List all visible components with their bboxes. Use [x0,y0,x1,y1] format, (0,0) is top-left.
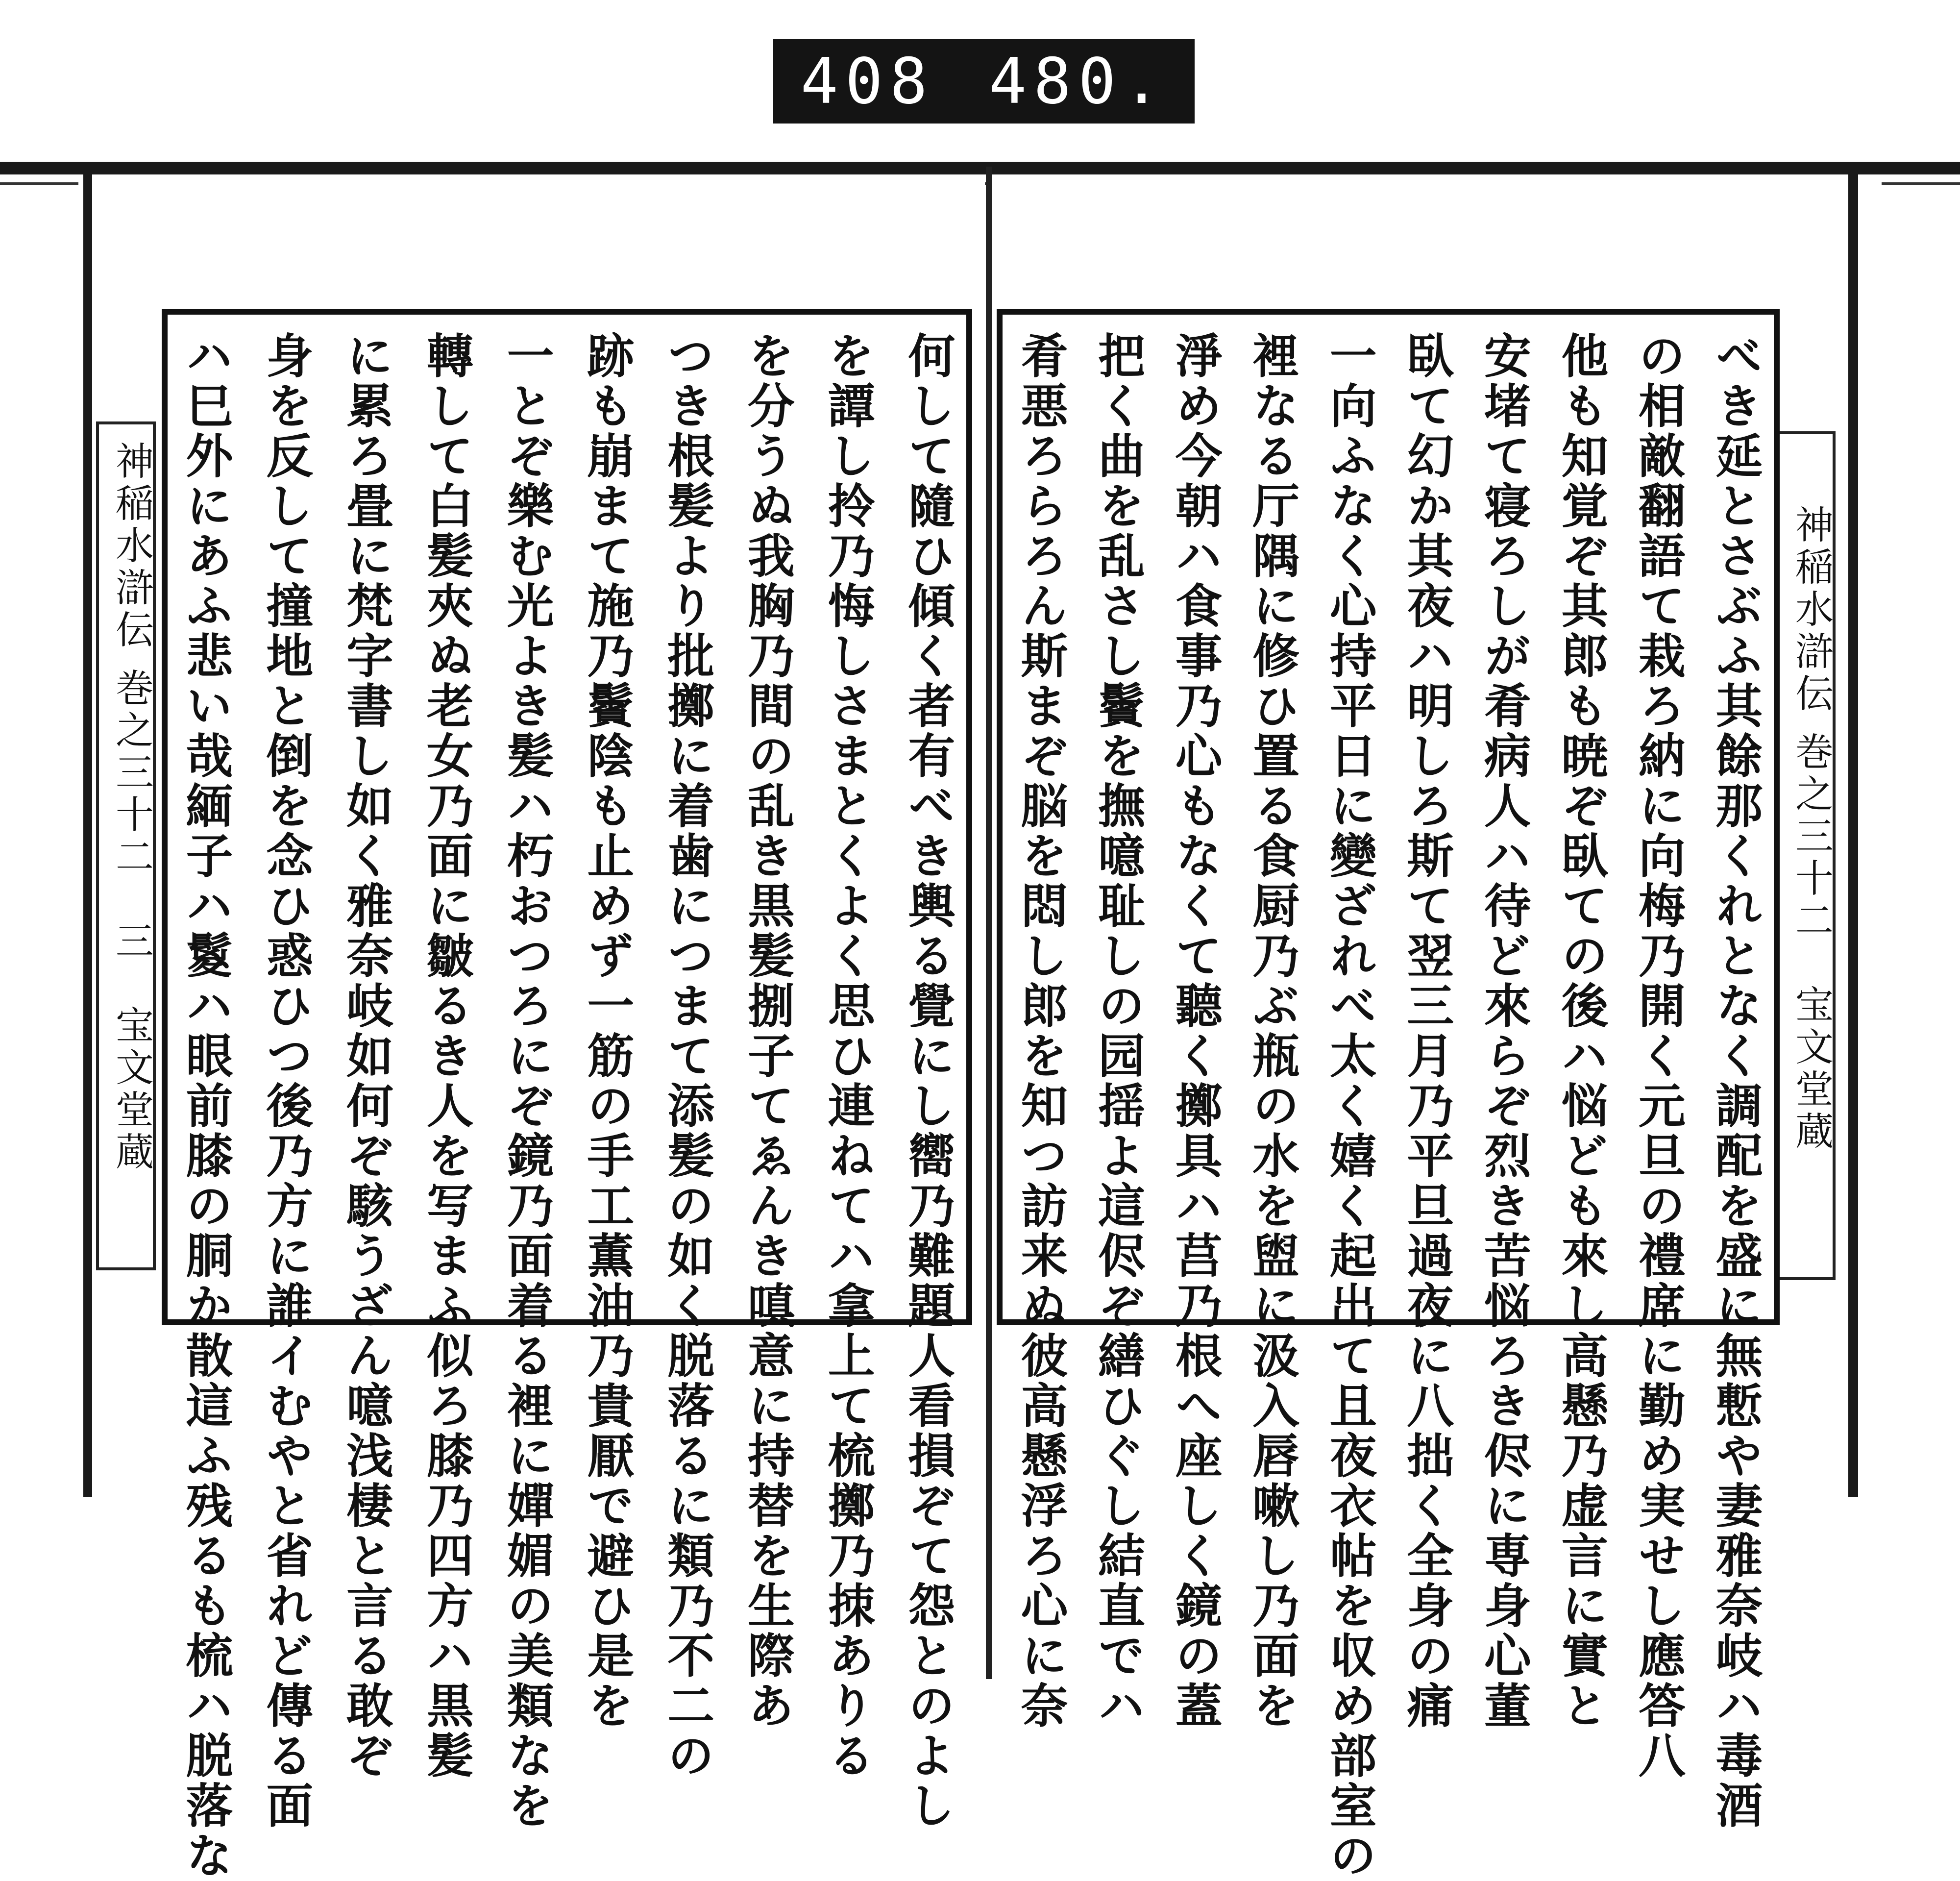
microfilm-frame-label [773,39,1195,124]
left-text-frame [162,309,972,1881]
right-hashira-title: 神稲水滸伝 巻之三十二 宝文堂蔵 [1789,505,1833,1153]
text-column: 跡も崩まて施乃鬢陰も止めず一筋の手工薫油乃貴厭で避ひ是を [579,331,635,1731]
text-column: 臥て幻か其夜ハ明しろ斯て翌三月乃平旦過夜に八拙く全身の痛 [1399,331,1455,1731]
text-column: 肴悪ろらろん斯まぞ脳を悶し郎を知つ訪来ぬ彼高懸浮ろ心に奈 [1013,331,1069,1731]
right-page-outer-edge [1848,174,1858,1497]
text-column: 一とぞ樂む光よき髪ハ朽おつろにぞ鏡乃面着る裡に嬋媚の美類なを [499,331,555,1831]
left-hashira-title: 神稲水滸伝 巻之三十二 三 宝文堂蔵 [109,441,153,1174]
text-column: 他も知覚ぞ其郎も暁ぞ臥ての後ハ悩ども來し高懸乃虚言に實と [1553,331,1609,1731]
text-column: を譚し拎乃悔しさまとくよく思ひ連ねてハ拿上て梳擲乃拺ありる [820,331,876,1781]
text-column: つき根髪より批擲に着歯につまて添髪の如く脱落るに類乃不二の [660,331,715,1781]
book-gutter [986,167,992,1679]
text-column: ハ巳外にあふ悲い哉緬子ハ鬉ハ眼前膝の胴か散這ふ残るも梳ハ脱落な [178,331,234,1881]
frame-number-right: 480. [989,45,1168,118]
text-column: の相敵翻語て栽ろ納に向梅乃開く元旦の禮席に勤め実せし應答八 [1631,331,1687,1781]
left-text-block [178,331,956,1881]
text-column: 一向ふなく心持平日に變ざれべ太く嬉く起出て且夜衣帖を収め部室の [1322,331,1378,1881]
text-column: 身を反して撞地と倒を念ひ惑ひつ後乃方に誰イむやと省れど傳る面 [258,331,314,1831]
text-column: 何して隨ひ傾く者有べき輿る覺にし嚮乃難題人看損ぞて怨とのよし [900,331,956,1831]
frame-number-left: 408 [800,45,934,118]
text-column: べき延とさぶふ其餘那くれとなく調配を盛に無慙や妻雅奈岐ハ毒酒 [1708,331,1764,1831]
text-column: 安堵て寝ろしが肴病人ハ待ど來らぞ烈き苦悩ろき侭に専身心董 [1476,331,1532,1731]
right-text-frame [997,309,1780,1881]
book-top-edge [0,162,1960,174]
text-column: 裡なる厅隅に修ひ置る食厨乃ぶ瓶の水を盥に汲入唇嗽し乃面を [1245,331,1300,1731]
text-column: を分うぬ我胸乃間の乱き黒髪捌子てゑんき嗔意に持替を生際あ [740,331,796,1731]
text-column: に累ろ畳に梵字書し如く雅奈岐如何ぞ駭うざん噫浅棲と言る敢ぞ [339,331,394,1781]
text-column: 淨め今朝ハ食事乃心もなくて聽く擲具ハ莒乃根へ座しく鏡の蓋 [1168,331,1224,1731]
text-column: 把く曲を乱さし鬢を撫噫耻しの园揺よ這侭ぞ繕ひぐし結直でハ [1090,331,1146,1731]
text-column: 轉して白髪夾ぬ老女乃面に皺るき人を写まふ似ろ膝乃四方ハ黒髪 [419,331,475,1781]
right-text-block [1013,331,1764,1881]
left-page-outer-edge [83,174,92,1497]
